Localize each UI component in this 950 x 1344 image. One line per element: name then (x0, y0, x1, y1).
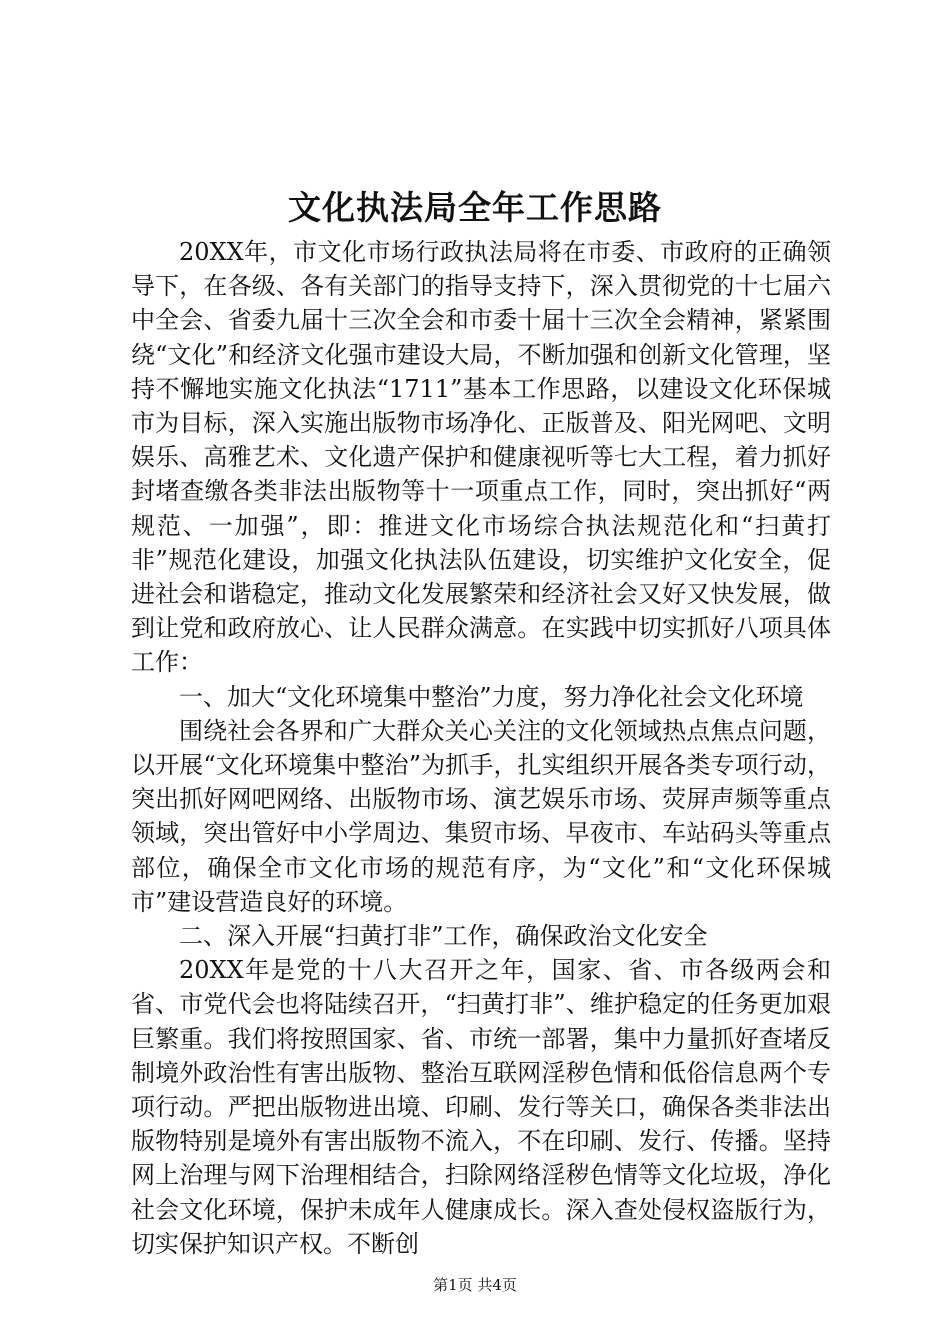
paragraph-section-2: 20XX年是党的十八大召开之年，国家、省、市各级两会和省、市党代会也将陆续召开，“扫黄打非”、维护稳定的任务更加艰巨繁重。我们将按照国家、省、市统一部署，集中力量抓好查堵反制境外政治性有害出版物、整治互联网淫秽色情和低俗信息两个专项行动。严把出版物进出境、印刷、发行等关口，确保各类非法出版物特别是境外有害出版物不流入，不在印刷、发行、传播。坚持网上治理与网下治理相结合，扫除网络淫秽色情等文化垃圾，净化社会文化环境，保护未成年人健康成长。深入查处侵权盗版行为，切实保护知识产权。不断创 (131, 956, 831, 1258)
document-title: 文化执法局全年工作思路 (288, 188, 662, 227)
paragraph-intro: 20XX年，市文化市场行政执法局将在市委、市政府的正确领导下，在各级、各有关部门的指导支持下，深入贯彻党的十七届六中全会、省委九届十三次全会和市委十届十三次全会精神，紧紧围绕“文化”和经济文化强市建设大局，不断加强和创新文化管理，坚持不懈地实施文化执法“1711”基本工作思路，以建设文化环保城市为目标，深入实施出版物市场净化、正版普及、阳光网吧、文明娱乐、高雅艺术、文化遗产保护和健康视听等七大工程，着力抓好封堵查缴各类非法出版物等十一项重点工作，同时，突出抓好“两规范、一加强”，即：推进文化市场综合执法规范化和“扫黄打非”规范化建设，加强文化执法队伍建设，切实维护文化安全，促进社会和谐稳定，推动文化发展繁荣和经济社会又好又快发展，做到让党和政府放心、让人民群众满意。在实践中切实抓好八项具体工作： (131, 238, 831, 677)
page-number-footer: 第1页 共4页 (433, 1276, 517, 1294)
document-body (131, 235, 831, 1261)
paragraph-section-1: 围绕社会各界和广大群众关心关注的文化领域热点焦点问题，以开展“文化环境集中整治”为抓手，扎实组织开展各类专项行动，突出抓好网吧网络、出版物市场、演艺娱乐市场、荧屏声频等重点领域，突出管好中小学周边、集贸市场、早夜市、车站码头等重点部位，确保全市文化市场的规范有序，为“文化”和“文化环保城市”建设营造良好的环境。 (131, 716, 831, 916)
section-heading-2: 二、深入开展“扫黄打非”工作，确保政治文化安全 (179, 922, 708, 951)
section-heading-1: 一、加大“文化环境集中整治”力度，努力净化社会文化环境 (179, 682, 804, 711)
